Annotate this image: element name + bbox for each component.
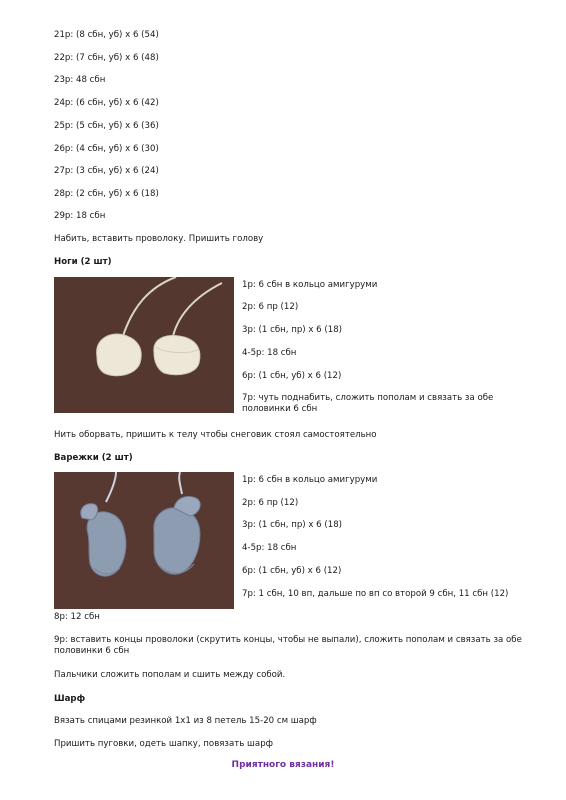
mitten-row-8: 8р: 12 сбн [54,612,100,622]
mitten-row: 6р: (1 сбн, уб) х 6 (12) [242,566,342,576]
legs-heading: Ноги (2 шт) [54,257,112,267]
legs-note: Нить оборвать, пришить к телу чтобы снеговик стоял самостоятельно [54,430,377,440]
mitten-row: 3р: (1 сбн, пр) х 6 (18) [242,520,343,530]
leg-row: 3р: (1 сбн, пр) х 6 (18) [242,325,343,335]
leg-row: 6р: (1 сбн, уб) х 6 (12) [242,371,342,381]
row-text: 25р: (5 сбн, уб) х 6 (36) [54,121,159,131]
leg-row: 2р: 6 пр (12) [242,302,299,312]
row-text: 21р: (8 сбн, уб) х 6 (54) [54,30,159,40]
mittens-heading: Варежки (2 шт) [54,453,133,463]
scarf-text: Вязать спицами резинкой 1х1 из 8 петель 15-20 см шарф [54,716,317,726]
row-text: 26р: (4 сбн, уб) х 6 (30) [54,144,159,154]
leg-row: 4-5р: 18 сбн [242,348,297,358]
mittens-note: Пальчики сложить пополам и сшить между собой. [54,670,286,680]
mitten-row: 2р: 6 пр (12) [242,498,299,508]
leg-row: 1р: 6 сбн в кольцо амигуруми [242,280,378,290]
row-text: 23р: 48 сбн [54,75,106,85]
row-text: 28р: (2 сбн, уб) х 6 (18) [54,189,159,199]
mitten-row: 4-5р: 18 сбн [242,543,297,553]
stuff-note: Набить, вставить проволоку. Пришить голову [54,234,264,244]
legs-photo [54,277,234,413]
mitten-row: 7р: 1 сбн, 10 вп, дальше по вп со второй 9 сбн, 11 сбн (12) [242,589,509,599]
final-note: Пришить пуговки, одеть шапку, повязать шарф [54,739,273,749]
row-text: 29р: 18 сбн [54,211,106,221]
mittens-photo [54,472,234,609]
footer-greeting: Приятного вязания! [231,760,335,770]
row-text: 22р: (7 сбн, уб) х 6 (48) [54,53,159,63]
row-text: 24р: (6 сбн, уб) х 6 (42) [54,98,159,108]
row-text: 27р: (3 сбн, уб) х 6 (24) [54,166,159,176]
leg-row: 7р: чуть поднабить, сложить пополам и связать за обе половинки 6 сбн [242,393,494,414]
mitten-row: 1р: 6 сбн в кольцо амигуруми [242,475,378,485]
mitten-row-9: 9р: вставить концы проволоки (скрутить концы, чтобы не выпали), сложить пополам и связать за обе половинки 6 сбн [54,635,522,656]
scarf-heading: Шарф [54,694,86,704]
